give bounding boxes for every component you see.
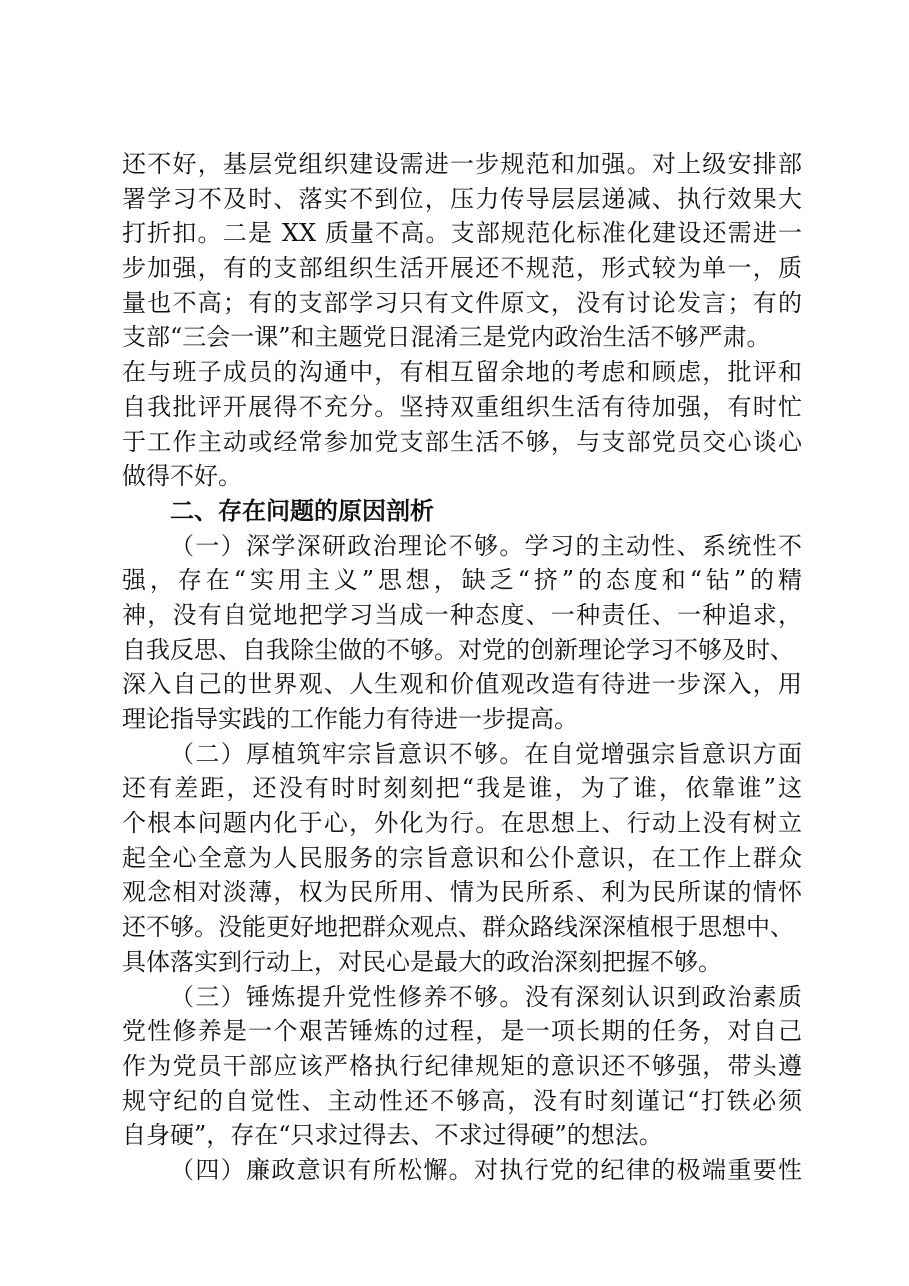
paragraph-first-line: （四）廉政意识有所松懈。对执行党的纪律的极端重要性 — [170, 1155, 802, 1184]
text-line: 于工作主动或经常参加党支部生活不够，与支部党员交心谈心 — [122, 427, 802, 456]
document-body — [122, 147, 802, 1188]
text-line: 步加强，有的支部组织生活开展还不规范，形式较为单一，质 — [122, 254, 802, 283]
text-line: 署学习不及时、落实不到位，压力传导层层递减、执行效果大 — [122, 184, 802, 213]
text-line: 具体落实到行动上，对民心是最大的政治深刻把握不够。 — [122, 947, 722, 976]
text-line: 观念相对淡薄，权为民所用、情为民所系、利为民所谋的情怀 — [122, 878, 802, 907]
text-line: 神，没有自觉地把学习当成一种态度、一种责任、一种追求， — [122, 600, 802, 629]
section-heading: 二、存在问题的原因剖析 — [170, 496, 434, 525]
text-line: 深入自己的世界观、人生观和价值观改造有待进一步深入，用 — [122, 670, 802, 699]
text-line: 自我批评开展得不充分。坚持双重组织生活有待加强，有时忙 — [122, 392, 802, 421]
text-line: 作为党员干部应该严格执行纪律规矩的意识还不够强，带头遵 — [122, 1051, 802, 1080]
text-line: 量也不高；有的支部学习只有文件原文，没有讨论发言；有的 — [122, 288, 802, 317]
text-line: 做得不好。 — [122, 462, 242, 491]
text-line: 理论指导实践的工作能力有待进一步提高。 — [122, 705, 578, 733]
text-line: 还不够。没能更好地把群众观点、群众路线深深植根于思想中、 — [122, 913, 794, 942]
text-line: 支部“三会一课”和主题党日混淆三是党内政治生活不够严肃。 — [122, 323, 771, 352]
paragraph-first-line: （三）锤炼提升党性修养不够。没有深刻认识到政治素质 — [170, 982, 802, 1011]
text-line: 自身硬”，存在“只求过得去、不求过得硬”的想法。 — [122, 1121, 663, 1150]
text-line: 强，存在“实用主义”思想，缺乏“挤”的态度和“钻”的精 — [122, 566, 802, 595]
text-line: 规守纪的自觉性、主动性还不够高，没有时刻谨记“打铁必须 — [122, 1086, 802, 1115]
paragraph-first-line: （二）厚植筑牢宗旨意识不够。在自觉增强宗旨意识方面 — [170, 739, 802, 768]
text-line: 打折扣。二是 XX 质量不高。支部规范化标准化建设还需进一 — [122, 219, 802, 248]
text-line: 还不好，基层党组织建设需进一步规范和加强。对上级安排部 — [122, 150, 802, 178]
text-line: 党性修养是一个艰苦锤炼的过程，是一项长期的任务，对自己 — [122, 1017, 802, 1046]
text-line: 还有差距，还没有时时刻刻把“我是谁，为了谁，依靠谁”这 — [122, 774, 802, 803]
text-line: 起全心全意为人民服务的宗旨意识和公仆意识，在工作上群众 — [122, 843, 802, 872]
paragraph-first-line: （一）深学深研政治理论不够。学习的主动性、系统性不 — [170, 531, 802, 560]
text-line: 个根本问题内化于心，外化为行。在思想上、行动上没有树立 — [122, 809, 802, 838]
text-line: 在与班子成员的沟通中，有相互留余地的考虑和顾虑，批评和 — [122, 358, 802, 387]
text-line: 自我反思、自我除尘做的不够。对党的创新理论学习不够及时、 — [122, 635, 794, 664]
